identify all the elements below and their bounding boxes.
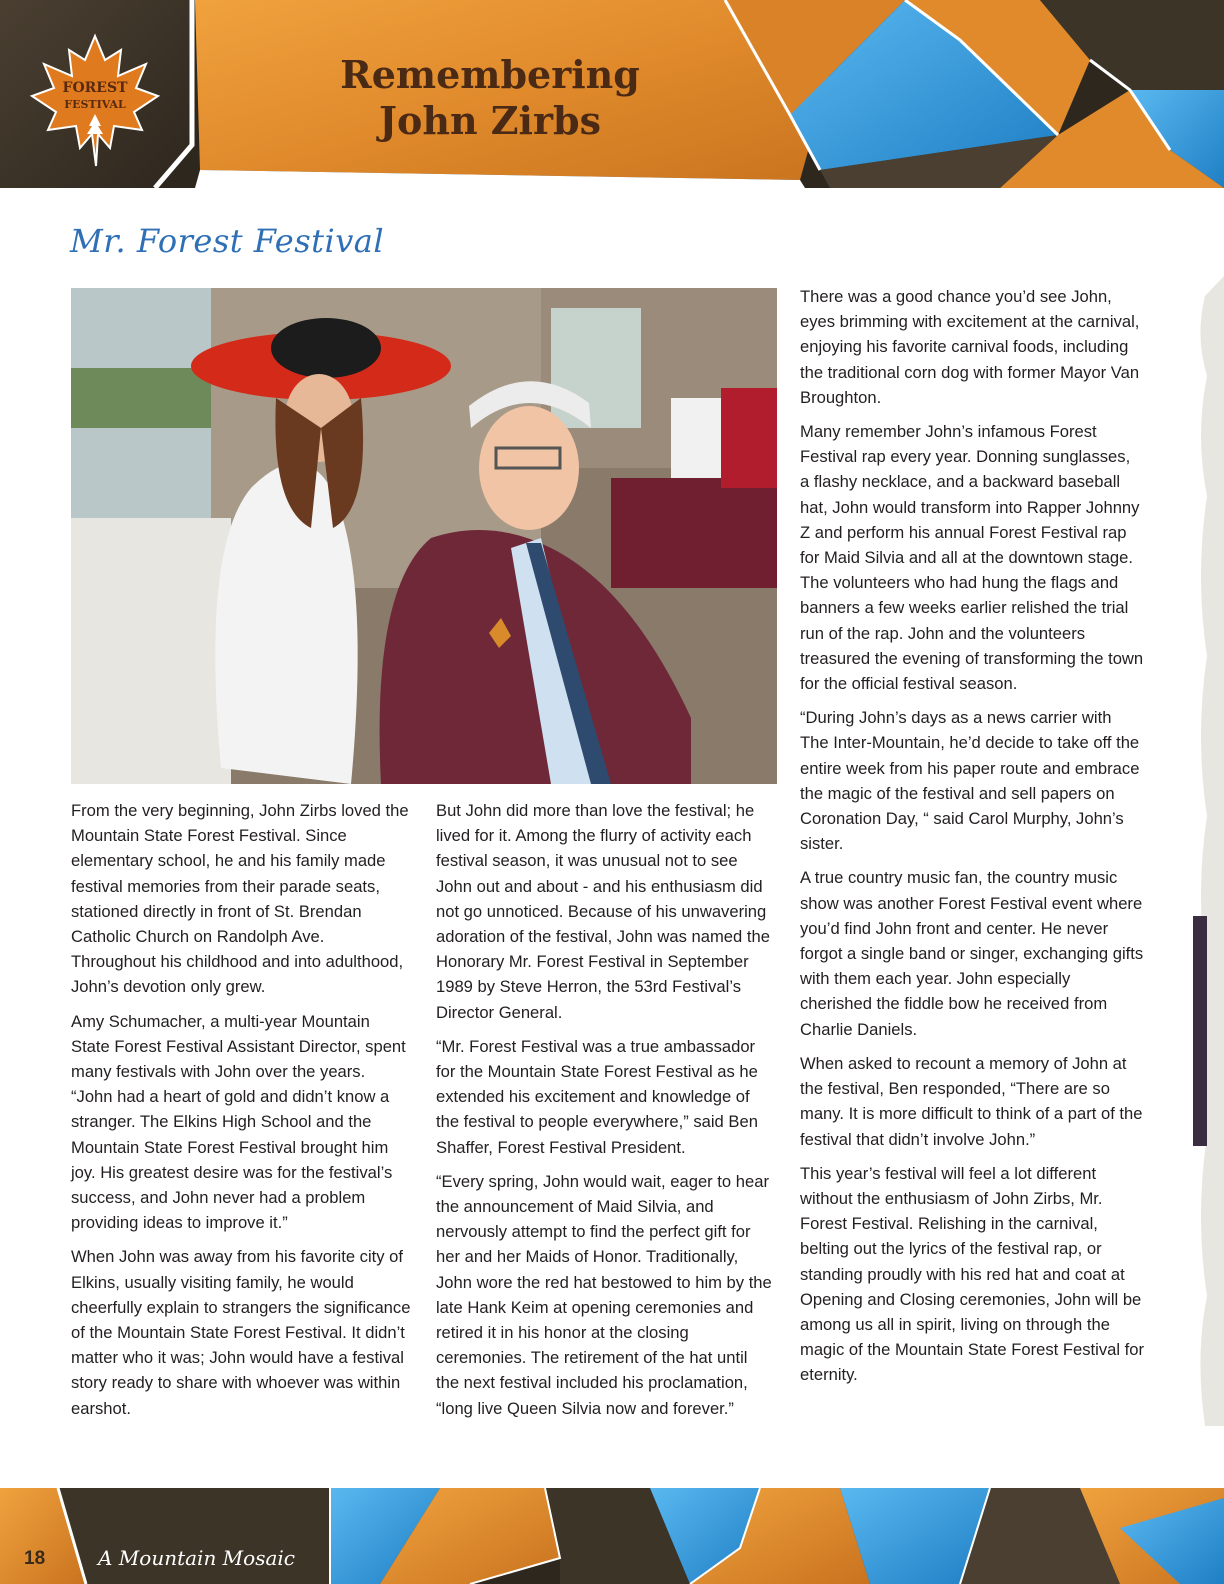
paragraph: From the very beginning, John Zirbs loved the Mountain State Forest Festival. Since elementary school, he and his family made festival memories from their parade seats, stationed directly in front of St. Brendan Catholic Church on Randolph Ave. Throughout his childhood and into adulthood, John’s devotion only grew. xyxy=(71,801,409,997)
article-photo xyxy=(71,288,777,784)
paragraph: “Every spring, John would wait, eager to hear the announcement of Maid Silvia, and nervously attempt to find the perfect gift for her and her Maids of Honor. Traditionally, John wore the red hat bestowed to him by the late Hank Keim at opening ceremonies and retired it in his honor at the closing ceremonies. The retirement of the hat until the next festival included his proclamation, “long live Queen Silvia now and forever.” xyxy=(436,1171,772,1418)
maple-leaf-icon xyxy=(28,30,163,170)
paragraph: A true country music fan, the country music show was another Forest Festival event where you’d find John front and center. He never forgot a single band or singer, exchanging gifts with them each year. John especially cherished the fiddle bow he received from Charlie Daniels. xyxy=(800,868,1144,1039)
page-number: 18 xyxy=(24,1548,46,1569)
paragraph: “Mr. Forest Festival was a true ambassador for the Mountain State Forest Festival as he extended his excitement and knowledge of the festival to people everywhere,” said Ben Shaffer, Forest Festival President. xyxy=(436,1036,758,1157)
paragraph: Amy Schumacher, a multi-year Mountain State Forest Festival Assistant Director, spent many festivals with John over the years. “John had a heart of gold and didn’t know a stranger. The Elkins High School and the Mountain State Forest Festival brought him joy. His greatest desire was for the festival’s success, and John never had a problem providing ideas to improve it.” xyxy=(71,1011,406,1233)
article-subtitle: Mr. Forest Festival xyxy=(70,222,385,260)
article-column-2 xyxy=(436,798,772,1430)
svg-text:FOREST: FOREST xyxy=(62,80,128,96)
paragraph: “During John’s days as a news carrier with The Inter-Mountain, he’d decide to take off the entire week from his paper route and embrace the magic of the festival and sell papers on Coronation Day, “ said Carol Murphy, John’s sister. xyxy=(800,708,1140,854)
forest-festival-logo xyxy=(28,30,163,170)
paragraph: But John did more than love the festival; he lived for it. Among the flurry of activity each festival season, it was unusual not to see John out and about - and his enthusiasm did not go unnoticed. Because of his unwavering adoration of the festival, John was named the Honorary Mr. Forest Festival in September 1989 by Steve Herron, the 53rd Festival’s Director General. xyxy=(436,801,770,1022)
paragraph: When John was away from his favorite city of Elkins, usually visiting family, he would cheerfully explain to strangers the significance of the Mountain State Forest Festival. It didn’t matter who it was; John would have a festival story ready to share with whoever was within earshot. xyxy=(71,1247,411,1418)
article-column-1 xyxy=(71,798,411,1430)
svg-text:FESTIVAL: FESTIVAL xyxy=(64,98,126,111)
paragraph: When asked to recount a memory of John at the festival, Ben responded, “There are so many. It is more difficult to think of a part of the festival that didn’t involve John.” xyxy=(800,1053,1143,1149)
article-column-3 xyxy=(800,284,1144,1397)
publication-name: A Mountain Mosaic xyxy=(98,1546,295,1570)
page-title: Remembering John Zirbs xyxy=(340,52,640,143)
paragraph: There was a good chance you’d see John, eyes brimming with excitement at the carnival, enjoying his favorite carnival foods, including the traditional corn dog with former Mayor Van Broughton. xyxy=(800,287,1140,407)
paragraph: This year’s festival will feel a lot different without the enthusiasm of John Zirbs, Mr. Forest Festival. Relishing in the carnival, belting out the lyrics of the festival rap, or standing proudly with his red hat and coat at Opening and Closing ceremonies, John will be among us all in spirit, living on through the magic of the Mountain State Forest Festival for eternity. xyxy=(800,1163,1145,1385)
paragraph: Many remember John’s infamous Forest Festival rap every year. Donning sunglasses, a flashy necklace, and a backward baseball hat, John would transform into Rapper Johnny Z and perform his annual Forest Festival rap for Maid Silvia and all at the downtown stage. The volunteers who had hung the flags and banners a few weeks earlier relished the trial run of the rap. John and the volunteers treasured the evening of transforming the town for the official festival season. xyxy=(800,422,1144,694)
page-edge-decoration xyxy=(1185,276,1224,1426)
